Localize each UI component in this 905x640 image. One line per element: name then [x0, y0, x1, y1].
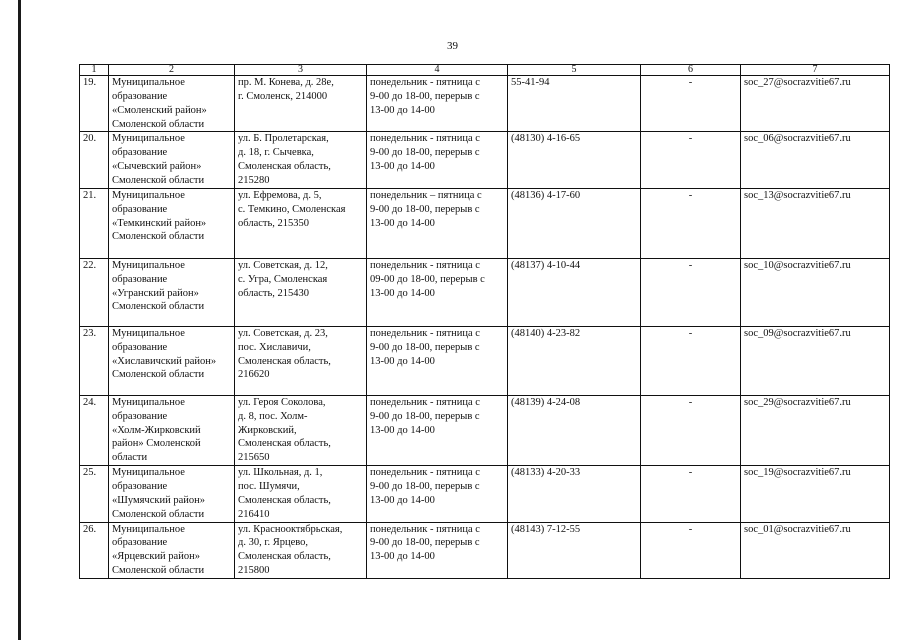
address-line: ул. Советская, д. 12, [238, 259, 328, 271]
column-6-value: - [641, 326, 741, 395]
municipality-name-line: Муниципальное [112, 467, 185, 479]
municipality-name [109, 326, 235, 395]
column-header: 5 [508, 65, 641, 76]
phone: (48140) 4-23-82 [508, 326, 641, 395]
municipality-name-line: район» Смоленской [112, 438, 201, 450]
working-hours-line: понедельник – пятница с [370, 189, 482, 201]
municipality-name-line: «Ярцевский район» [112, 551, 200, 563]
email: soc_19@socrazvitie67.ru [741, 466, 890, 522]
address-line: с. Угра, Смоленская [238, 273, 328, 285]
table-row [80, 76, 890, 132]
working-hours-line: понедельник - пятница с [370, 133, 480, 145]
working-hours-line: 9-00 до 18-00, перерыв с [370, 481, 480, 493]
municipality-name-line: «Смоленский район» [112, 104, 207, 116]
table-row [80, 522, 890, 578]
table-row [80, 466, 890, 522]
municipality-name-line: «Хиславичский район» [112, 355, 217, 367]
address-line: д. 30, г. Ярцево, [238, 537, 309, 549]
working-hours-line: понедельник - пятница с [370, 467, 480, 479]
working-hours [367, 258, 508, 326]
table-row [80, 132, 890, 188]
row-number: 19. [80, 76, 109, 132]
address [235, 326, 367, 395]
address-line: Жирковский, [238, 424, 297, 436]
municipality-name [109, 76, 235, 132]
working-hours-line: 13-00 до 14-00 [370, 551, 435, 563]
address-line: с. Темкино, Смоленская [238, 203, 346, 215]
working-hours [367, 132, 508, 188]
municipality-name-line: образование [112, 147, 168, 159]
column-6-value: - [641, 132, 741, 188]
row-number: 22. [80, 258, 109, 326]
address [235, 395, 367, 465]
municipality-name-line: «Шумячский район» [112, 494, 205, 506]
municipality-name-line: образование [112, 481, 168, 493]
page-number: 39 [447, 40, 458, 52]
address-line: 215650 [238, 452, 270, 464]
working-hours-line: 9-00 до 18-00, перерыв с [370, 147, 480, 159]
column-header: 4 [367, 65, 508, 76]
working-hours [367, 76, 508, 132]
municipality-name [109, 466, 235, 522]
address-line: ул. Краснооктябрьская, [238, 523, 343, 535]
table-row [80, 188, 890, 258]
municipality-name-line: «Темкинский район» [112, 217, 207, 229]
municipality-name [109, 522, 235, 578]
address-line: 216410 [238, 508, 270, 520]
municipality-name-line: области [112, 452, 148, 464]
working-hours-line: 13-00 до 14-00 [370, 355, 435, 367]
working-hours-line: 13-00 до 14-00 [370, 161, 435, 173]
column-number-row [80, 65, 890, 76]
institutions-table [79, 64, 890, 579]
column-6-value: - [641, 466, 741, 522]
municipality-name-line: Смоленской области [112, 118, 205, 130]
column-header: 7 [741, 65, 890, 76]
email: soc_29@socrazvitie67.ru [741, 395, 890, 465]
municipality-name-line: Муниципальное [112, 327, 185, 339]
address-line: г. Смоленск, 214000 [238, 90, 328, 102]
municipality-name-line: Муниципальное [112, 259, 185, 271]
column-6-value: - [641, 188, 741, 258]
municipality-name [109, 188, 235, 258]
municipality-name-line: Смоленской области [112, 231, 205, 243]
column-header: 6 [641, 65, 741, 76]
address-line: ул. Б. Пролетарская, [238, 133, 329, 145]
address-line: пр. М. Конева, д. 28е, [238, 77, 334, 88]
row-number: 26. [80, 522, 109, 578]
municipality-name-line: Смоленской области [112, 369, 205, 381]
column-6-value: - [641, 76, 741, 132]
email: soc_09@socrazvitie67.ru [741, 326, 890, 395]
row-number: 24. [80, 395, 109, 465]
address-line: Смоленская область, [238, 438, 331, 450]
address-line: Смоленская область, [238, 551, 331, 563]
working-hours-line: 13-00 до 14-00 [370, 217, 435, 229]
working-hours-line: 9-00 до 18-00, перерыв с [370, 537, 480, 549]
municipality-name-line: образование [112, 203, 168, 215]
row-number: 25. [80, 466, 109, 522]
address-line: ул. Ефремова, д. 5, [238, 189, 322, 201]
municipality-name-line: Муниципальное [112, 189, 185, 201]
email: soc_10@socrazvitie67.ru [741, 258, 890, 326]
working-hours-line: 13-00 до 14-00 [370, 494, 435, 506]
working-hours-line: 9-00 до 18-00, перерыв с [370, 410, 480, 422]
address-line: Смоленская область, [238, 355, 331, 367]
address-line: Смоленская область, [238, 494, 331, 506]
phone: (48133) 4-20-33 [508, 466, 641, 522]
email: soc_13@socrazvitie67.ru [741, 188, 890, 258]
address-line: область, 215430 [238, 287, 310, 299]
municipality-name-line: образование [112, 537, 168, 549]
address [235, 76, 367, 132]
table-row [80, 258, 890, 326]
column-header: 1 [80, 65, 109, 76]
municipality-name-line: Смоленской области [112, 565, 205, 577]
address-line: ул. Школьная, д. 1, [238, 467, 323, 479]
municipality-name-line: Смоленской области [112, 175, 205, 187]
municipality-name-line: Муниципальное [112, 523, 185, 535]
phone: (48137) 4-10-44 [508, 258, 641, 326]
working-hours-line: понедельник - пятница с [370, 523, 480, 535]
address [235, 258, 367, 326]
working-hours-line: понедельник - пятница с [370, 327, 480, 339]
address-line: ул. Героя Соколова, [238, 396, 326, 408]
address-line: пос. Хиславичи, [238, 341, 311, 353]
working-hours-line: 13-00 до 14-00 [370, 287, 435, 299]
column-6-value: - [641, 522, 741, 578]
phone: (48143) 7-12-55 [508, 522, 641, 578]
address-line: 216620 [238, 369, 270, 381]
working-hours [367, 395, 508, 465]
email: soc_01@socrazvitie67.ru [741, 522, 890, 578]
phone: (48136) 4-17-60 [508, 188, 641, 258]
municipality-name [109, 132, 235, 188]
email: soc_27@socrazvitie67.ru [741, 76, 890, 132]
table-row [80, 326, 890, 395]
row-number: 23. [80, 326, 109, 395]
address-line: д. 18, г. Сычевка, [238, 147, 314, 159]
address [235, 522, 367, 578]
municipality-name-line: образование [112, 410, 168, 422]
row-number: 21. [80, 188, 109, 258]
municipality-name-line: «Угранский район» [112, 287, 199, 299]
municipality-name-line: Муниципальное [112, 133, 185, 145]
phone: (48139) 4-24-08 [508, 395, 641, 465]
municipality-name-line: «Сычевский район» [112, 161, 202, 173]
working-hours [367, 188, 508, 258]
address-line: Смоленская область, [238, 161, 331, 173]
working-hours-line: 9-00 до 18-00, перерыв с [370, 203, 480, 215]
email: soc_06@socrazvitie67.ru [741, 132, 890, 188]
address-line: ул. Советская, д. 23, [238, 327, 328, 339]
working-hours [367, 466, 508, 522]
working-hours-line: 13-00 до 14-00 [370, 424, 435, 436]
column-6-value: - [641, 395, 741, 465]
working-hours-line: 13-00 до 14-00 [370, 104, 435, 116]
working-hours [367, 326, 508, 395]
working-hours [367, 522, 508, 578]
working-hours-line: понедельник - пятница с [370, 259, 480, 271]
municipality-name-line: образование [112, 90, 168, 102]
address-line: д. 8, пос. Холм- [238, 410, 308, 422]
address [235, 466, 367, 522]
working-hours-line: понедельник - пятница с [370, 77, 480, 88]
municipality-name [109, 395, 235, 465]
working-hours-line: 9-00 до 18-00, перерыв с [370, 90, 480, 102]
working-hours-line: понедельник - пятница с [370, 396, 480, 408]
column-header: 2 [109, 65, 235, 76]
municipality-name-line: Смоленской области [112, 508, 205, 520]
working-hours-line: 9-00 до 18-00, перерыв с [370, 341, 480, 353]
municipality-name [109, 258, 235, 326]
row-number: 20. [80, 132, 109, 188]
municipality-name-line: Муниципальное [112, 77, 185, 88]
municipality-name-line: образование [112, 341, 168, 353]
phone: 55-41-94 [508, 76, 641, 132]
address [235, 188, 367, 258]
address-line: 215280 [238, 175, 270, 187]
working-hours-line: 09-00 до 18-00, перерыв с [370, 273, 485, 285]
address-line: пос. Шумячи, [238, 481, 300, 493]
municipality-name-line: Смоленской области [112, 301, 205, 313]
address-line: область, 215350 [238, 217, 310, 229]
column-6-value: - [641, 258, 741, 326]
municipality-name-line: Муниципальное [112, 396, 185, 408]
column-header: 3 [235, 65, 367, 76]
municipality-name-line: образование [112, 273, 168, 285]
phone: (48130) 4-16-65 [508, 132, 641, 188]
scan-edge-line [18, 0, 21, 640]
table-row [80, 395, 890, 465]
address [235, 132, 367, 188]
address-line: 215800 [238, 565, 270, 577]
municipality-name-line: «Холм-Жирковский [112, 424, 201, 436]
